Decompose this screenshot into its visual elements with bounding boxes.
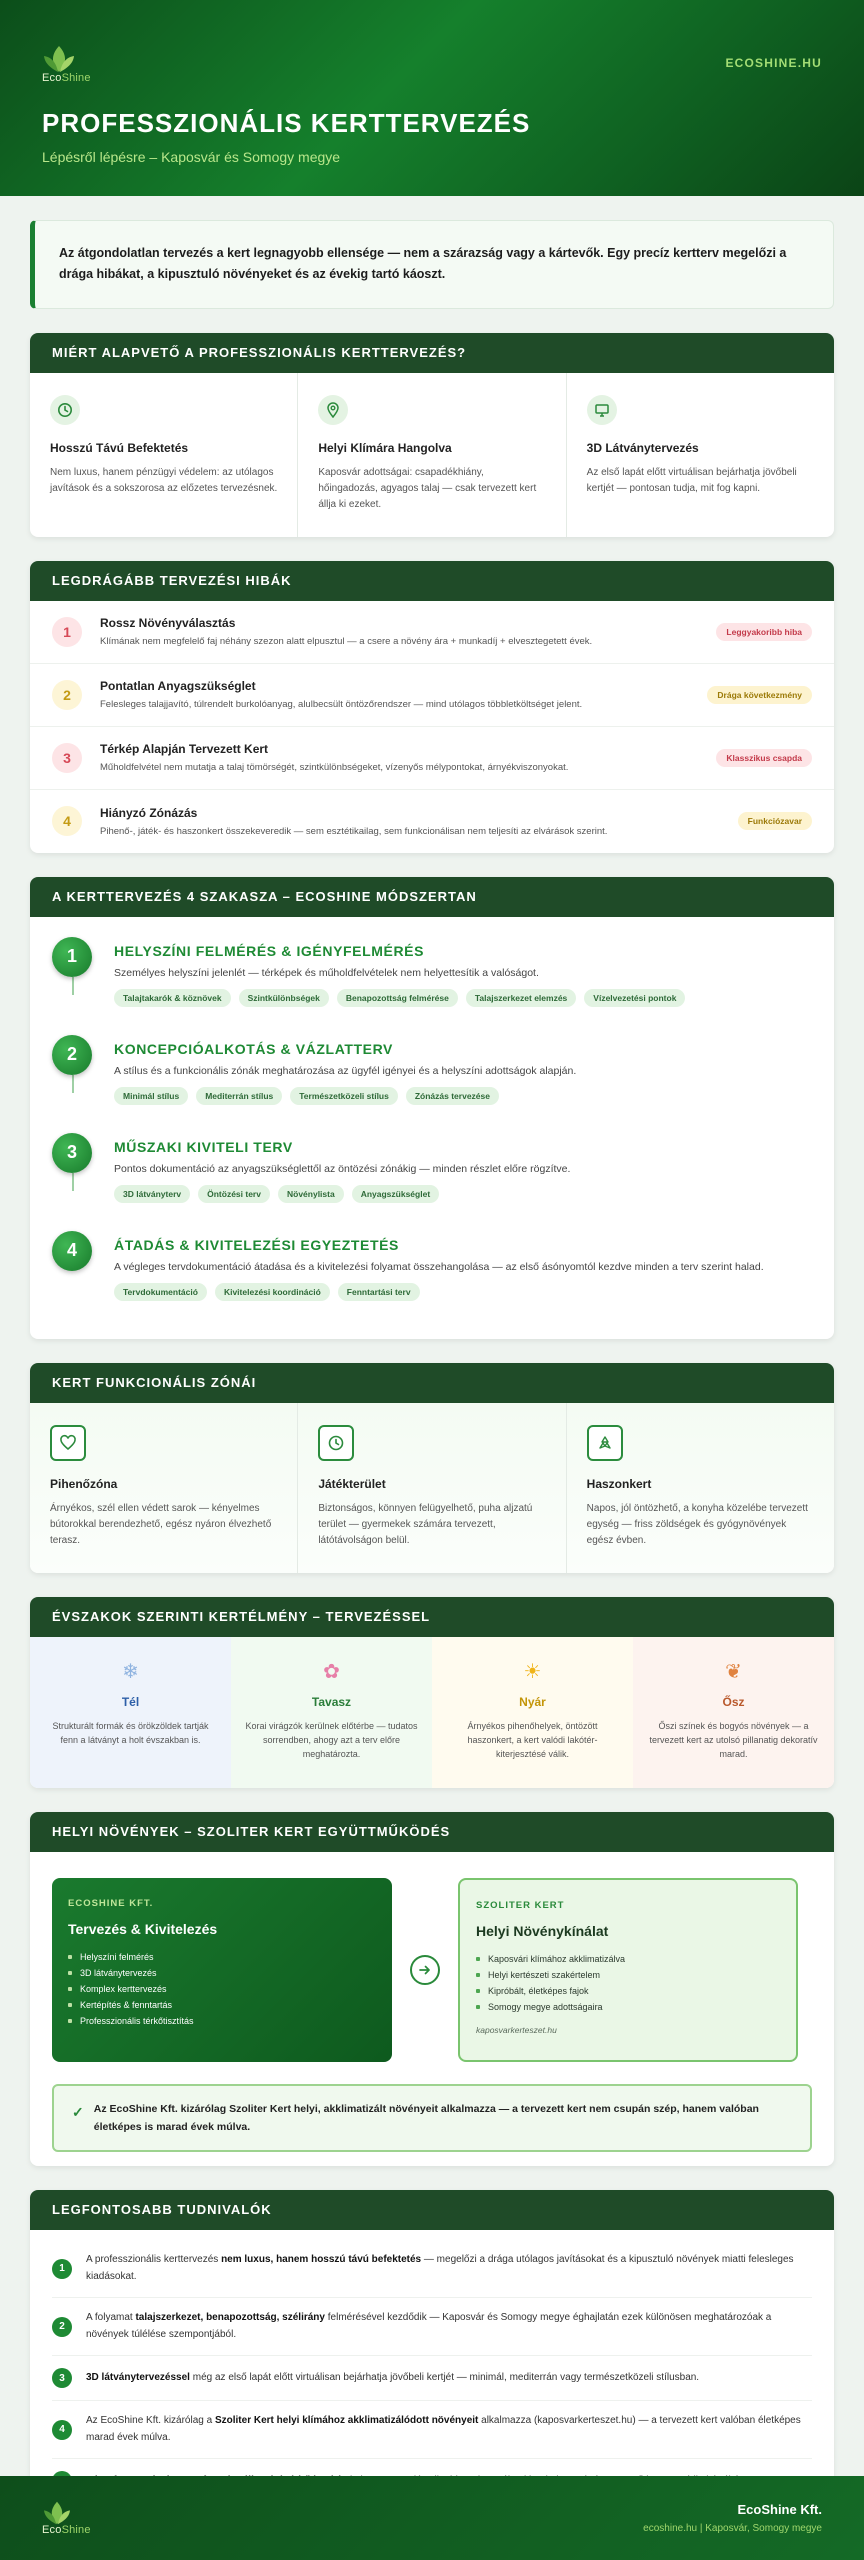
page-subtitle: Lépésről lépésre – Kaposvár és Somogy megye (42, 149, 341, 165)
stage-tags (114, 989, 685, 1007)
key-point-post: alkalmazza (kaposvarkerteszet.hu) — a tervezett kert valóban életképes marad évek múlva. (86, 2415, 801, 2443)
leaf-logo-icon (42, 44, 76, 74)
mistake-badge: Klasszikus csapda (716, 749, 812, 767)
leaf-icon: ❦ (725, 1661, 742, 1683)
why-item (30, 373, 298, 537)
zone-text: Biztonságos, könnyen felügyelhető, puha aljzatú terület — gyermekek számára tervezett, látótávolságon belül. (318, 1502, 533, 1546)
ecoshine-logo[interactable] (42, 44, 102, 84)
key-point-text (86, 2413, 812, 2446)
stage-text: A stílus és a funkcionális zónák meghatározása az ügyfél igényei és a helyszíni adottságok alapján. (114, 1064, 577, 1077)
why-item (298, 373, 566, 537)
stage-tags (114, 1185, 570, 1203)
stage-tag: Talajszerkezet elemzés (466, 989, 576, 1007)
key-point-text (86, 2310, 812, 2343)
key-point-post: még az első lapát előtt virtuálisan bejárhatja jövőbeli kertjét — minimál, mediterrán vagy természetközeli stílusban. (189, 2372, 700, 2384)
mistake-text: Felesleges talajjavító, túlrendelt burkolóanyag, alulbecsült öntözőrendszer — mind utólagos többletköltséget jelent. (100, 699, 583, 710)
mistake-body (100, 742, 716, 773)
stage-tag: Természetközeli stílus (290, 1087, 398, 1105)
partner-list-item: 3D látványtervezés (68, 1965, 376, 1981)
stage-row (52, 937, 812, 1035)
partner-list-item: Kaposvári klímához akklimatizálva (476, 1951, 780, 1967)
key-point-row (52, 2401, 812, 2459)
stage-tag: Mediterrán stílus (196, 1087, 282, 1105)
stage-tag: Tervdokumentáció (114, 1283, 207, 1301)
partner-list-item: Kipróbált, életképes fajok (476, 1983, 780, 1999)
key-point-row (52, 2248, 812, 2298)
stage-text: A végleges tervdokumentáció átadása és a kivitelezési folyamat összehangolása — az első ásónyomtól kezdve minden a terv szerint halad. (114, 1260, 764, 1273)
stage-row (52, 1231, 812, 1329)
stage-title: KONCEPCIÓALKOTÁS & VÁZLATTERV (114, 1040, 393, 1057)
intro-callout: Az átgondolatlan tervezés a kert legnagyobb ellensége — nem a szárazság vagy a kártevők. Egy precíz kertterv megelőzi a drága hibákat, a kipusztuló növényeket és az évekig tartó káoszt. (30, 220, 834, 309)
stage-body (114, 937, 685, 1035)
stage-number: 2 (52, 1035, 92, 1075)
mistake-row (30, 664, 834, 727)
section-heading: A KERTTERVEZÉS 4 SZAKASZA – ECOSHINE MÓDSZERTAN (30, 877, 834, 917)
zones-section (30, 1363, 834, 1573)
stage-tags (114, 1087, 576, 1105)
section-heading: LEGDRÁGÁBB TERVEZÉSI HIBÁK (30, 561, 834, 601)
why-item (567, 373, 834, 537)
key-point-row (52, 2356, 812, 2401)
stage-tag: Öntözési terv (198, 1185, 270, 1203)
partner-title: Helyi Növénykínálat (476, 1922, 609, 1939)
mistake-number: 2 (52, 680, 82, 710)
recycle-icon (587, 1425, 623, 1461)
why-item-text: Kaposvár adottságai: csapadékhiány, hőingadozás, agyagos talaj — csak tervezett kert állja ki ezeket. (318, 466, 537, 510)
season-text: Strukturált formák és örökzöldek tartják fenn a látványt a holt évszakban is. (52, 1720, 209, 1745)
key-point-bold: talajszerkezet, benapozottság, szélirány (135, 2312, 325, 2324)
key-point-bold: 3D látványtervezéssel (86, 2372, 190, 2384)
footer-company-name: EcoShine Kft. (737, 2502, 822, 2517)
stage-text: Pontos dokumentáció az anyagszükséglettől az öntözési zónákig — minden részlet előre rögzítve. (114, 1162, 571, 1175)
stage-text: Személyes helyszíni jelenlét — térképek és műholdfelvételek nem helyettesítik a valóságot. (114, 966, 539, 979)
stage-connector (72, 977, 74, 995)
key-point-post: — megelőzi a drága utólagos javításokat és a kipusztuló növények miatti felesleges kiadásokat. (86, 2254, 794, 2282)
key-point-bold: Szoliter Kert helyi klímához akklimatizálódott növényeit (214, 2415, 479, 2427)
mistake-body (100, 806, 738, 837)
mistake-row (30, 790, 834, 853)
mistake-text: Pihenő-, játék- és haszonkert összekeveredik — sem esztétikailag, sem funkcionálisan nem teljesíti az elvárások szerint. (100, 825, 608, 837)
checkmark-icon: ✓ (72, 2103, 84, 2120)
season-item (231, 1637, 432, 1788)
season-item (633, 1637, 834, 1788)
partner-kicker: SZOLITER KERT (476, 1899, 565, 1911)
why-item-text: Az első lapát előtt virtuálisan bejárhatja jövőbeli kertjét — pontosan tudja, mit fog kapni. (586, 466, 797, 494)
stage-title: HELYSZÍNI FELMÉRÉS & IGÉNYFELMÉRÉS (114, 942, 425, 959)
why-item-title: 3D Látványtervezés (586, 440, 699, 455)
leaf-logo-icon (42, 2500, 72, 2526)
mistake-number: 1 (52, 617, 82, 647)
page-title: PROFESSZIONÁLIS KERTTERVEZÉS (42, 108, 531, 138)
partner-list-item: Helyszíni felmérés (68, 1949, 376, 1965)
page-footer (0, 2476, 864, 2560)
mistake-badge: Drága következmény (707, 686, 812, 704)
why-item-title: Hosszú Távú Befektetés (50, 440, 189, 455)
zone-title: Haszonkert (586, 1476, 652, 1491)
stage-tag: 3D látványterv (114, 1185, 190, 1203)
stage-marker (52, 1133, 94, 1231)
zone-item (30, 1403, 298, 1573)
ecoshine-partner-box (52, 1878, 392, 2062)
mistake-badge: Leggyakoribb hiba (716, 623, 812, 641)
why-section (30, 333, 834, 537)
page-header (0, 0, 864, 196)
key-point-bold: nem luxus, hanem hosszú távú befektetés (221, 2254, 422, 2266)
mistakes-section (30, 561, 834, 853)
key-point-number: 1 (52, 2259, 72, 2279)
key-point-number: 2 (52, 2317, 72, 2337)
clock-icon (50, 395, 80, 425)
key-point-text (86, 2252, 812, 2285)
key-points-section (30, 2190, 834, 2521)
stage-number: 3 (52, 1133, 92, 1173)
season-item (432, 1637, 633, 1788)
footer-contact-line[interactable]: ecoshine.hu | Kaposvár, Somogy megye (643, 2523, 822, 2534)
stage-title: ÁTADÁS & KIVITELEZÉSI EGYEZTETÉS (114, 1236, 399, 1253)
stage-body (114, 1133, 570, 1231)
stage-tag: Zónázás tervezése (406, 1087, 499, 1105)
season-name: Nyár (519, 1694, 546, 1709)
zone-text: Napos, jól öntözhető, a konyha közelébe tervezett egység — friss zöldségek és gyógynövények egész évben. (586, 1502, 808, 1546)
stage-tag: Fenntartási terv (338, 1283, 420, 1301)
partner-list-item: Helyi kertészeti szakértelem (476, 1967, 780, 1983)
mistake-badge: Funkciózavar (738, 812, 812, 830)
seasons-section (30, 1597, 834, 1788)
zone-title: Pihenőzóna (50, 1476, 118, 1491)
stage-tag: Minimál stílus (114, 1087, 188, 1105)
stage-tag: Anyagszükséglet (352, 1185, 439, 1203)
mistake-row (30, 727, 834, 790)
key-point-text (86, 2370, 699, 2387)
zone-title: Játékterület (318, 1476, 386, 1491)
mistake-number: 4 (52, 806, 82, 836)
logo-wordmark: EcoShine (42, 72, 91, 84)
why-item-title: Helyi Klímára Hangolva (318, 440, 452, 455)
stage-tag: Vízelvezetési pontok (584, 989, 685, 1007)
mistake-title: Rossz Növényválasztás (100, 616, 236, 630)
section-heading: HELYI NÖVÉNYEK – SZOLITER KERT EGYÜTTMŰKÖDÉS (30, 1812, 834, 1852)
key-point-pre: A folyamat (86, 2312, 136, 2324)
heart-icon (50, 1425, 86, 1461)
stage-body (114, 1231, 764, 1329)
partner-kicker: ECOSHINE KFT. (68, 1897, 154, 1909)
key-point-number: 3 (52, 2368, 72, 2388)
stage-number: 4 (52, 1231, 92, 1271)
sun-icon: ☀ (523, 1661, 542, 1683)
season-name: Tél (121, 1694, 140, 1709)
key-point-row (52, 2298, 812, 2356)
section-heading: LEGFONTOSABB TUDNIVALÓK (30, 2190, 834, 2230)
mistake-title: Hiányzó Zónázás (100, 805, 198, 820)
footer-logo[interactable] (42, 2500, 102, 2536)
partner-list-item: Professzionális térkőtisztítás (68, 2013, 376, 2029)
mistake-number: 3 (52, 743, 82, 773)
season-name: Ősz (722, 1694, 745, 1709)
clock-icon (318, 1425, 354, 1461)
zone-item (567, 1403, 834, 1573)
mistake-body (100, 679, 707, 710)
stage-marker (52, 937, 94, 1035)
season-item (30, 1637, 231, 1788)
section-heading: MIÉRT ALAPVETŐ A PROFESSZIONÁLIS KERTTERVEZÉS? (30, 333, 834, 373)
partner-url-link[interactable]: kaposvarkerteszet.hu (476, 2024, 557, 2035)
stage-connector (72, 1075, 74, 1093)
stage-number: 1 (52, 937, 92, 977)
stage-row (52, 1133, 812, 1231)
zone-item (298, 1403, 566, 1573)
stage-title: MŰSZAKI KIVITELI TERV (114, 1138, 293, 1155)
mistake-text: Műholdfelvétel nem mutatja a talaj tömörségét, szintkülönbségeket, vízenyős mélypontokat, árnyékviszonyokat. (100, 762, 569, 773)
partner-list-item: Somogy megye adottságaira (476, 1999, 780, 2015)
stage-body (114, 1035, 576, 1133)
stage-tag: Benapozottság felmérése (337, 989, 458, 1007)
mistake-text: Klímának nem megfelelő faj néhány szezon alatt elpusztul — a csere a növény ára + munkadíj + elvesztegetett évek. (100, 636, 593, 647)
szoliter-partner-box (458, 1878, 798, 2062)
mistake-title: Pontatlan Anyagszükséglet (100, 679, 256, 693)
partner-title: Tervezés & Kivitelezés (68, 1920, 218, 1937)
stage-marker (52, 1231, 94, 1329)
mistake-title: Térkép Alapján Tervezett Kert (100, 742, 269, 756)
monitor-icon (587, 395, 617, 425)
snowflake-icon: ❄ (122, 1661, 139, 1683)
key-point-pre: A professzionális kerttervezés (86, 2254, 222, 2266)
stage-tags (114, 1283, 764, 1301)
key-point-pre: Az EcoShine Kft. kizárólag a (86, 2415, 215, 2427)
section-heading: KERT FUNKCIONÁLIS ZÓNÁI (30, 1363, 834, 1403)
stage-connector (72, 1173, 74, 1191)
season-text: Árnyékos pihenőhelyek, öntözött haszonkert, a kert valódi lakótér-kiterjesztésé válik. (467, 1720, 598, 1760)
key-point-number: 4 (52, 2420, 72, 2440)
season-text: Őszi színek és bogyós növények — a tervezett kert az utolsó pillanatig dekoratív marad. (649, 1720, 818, 1760)
partner-list-item: Komplex kerttervezés (68, 1981, 376, 1997)
zone-text: Árnyékos, szél ellen védett sarok — kényelmes bútorokkal berendezhető, egész nyáron élvezhető terasz. (50, 1502, 272, 1546)
website-link[interactable]: ECOSHINE.HU (725, 56, 822, 70)
why-item-text: Nem luxus, hanem pénzügyi védelem: az utólagos javítások és a sokszorosa az előzetes tervezésnek. (50, 466, 278, 494)
flower-icon: ✿ (323, 1661, 340, 1683)
stage-tag: Szintkülönbségek (239, 989, 329, 1007)
partner-list-item: Kertépítés & fenntartás (68, 1997, 376, 2013)
arrow-right-icon (410, 1955, 440, 1985)
key-point-post: felmérésével kezdődik — Kaposvár és Somogy megye éghajlatán ezek különösen meghatározóak a növények túlélése szempontjából. (86, 2312, 772, 2340)
stage-marker (52, 1035, 94, 1133)
partners-section (30, 1812, 834, 2167)
partnership-note (52, 2084, 812, 2153)
stages-section (30, 877, 834, 1339)
stage-tag: Talajtakarók & köznövek (114, 989, 231, 1007)
season-text: Korai virágzók kerülnek előtérbe — tudatos sorrendben, ahogy azt a terv előre meghatározta. (245, 1720, 418, 1760)
stage-tag: Növénylista (278, 1185, 344, 1203)
stage-row (52, 1035, 812, 1133)
location-pin-icon (318, 395, 348, 425)
stage-tag: Kivitelezési koordináció (215, 1283, 330, 1301)
mistake-body (100, 616, 716, 647)
partnership-note-text: Az EcoShine Kft. kizárólag Szoliter Kert helyi, akklimatizált növényeit alkalmazza — a tervezett kert nem csupán szép, hanem valóban életképes is marad évek múlva. (93, 2102, 759, 2134)
logo-wordmark: EcoShine (42, 2524, 91, 2536)
mistake-row (30, 601, 834, 664)
section-heading: ÉVSZAKOK SZERINTI KERTÉLMÉNY – TERVEZÉSSEL (30, 1597, 834, 1637)
season-name: Tavasz (311, 1694, 352, 1709)
